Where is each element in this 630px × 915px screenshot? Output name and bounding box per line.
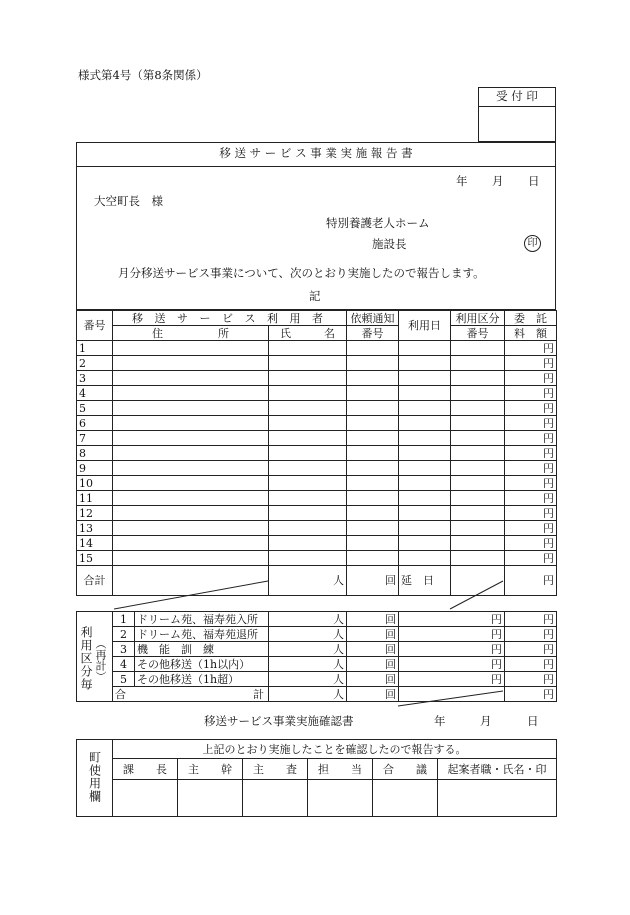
row-number: 10 [77, 476, 113, 491]
breakdown-total-person: 人 [269, 687, 347, 702]
row-number: 2 [77, 356, 113, 371]
row-fee[interactable]: 円 [505, 536, 557, 551]
total-times: 回 [347, 566, 399, 596]
confirm-title: 移送サービス事業実施確認書 [204, 714, 354, 728]
total-yen: 円 [505, 566, 557, 596]
col-number-header: 番号 [77, 311, 113, 341]
breakdown-times: 回 [347, 672, 399, 687]
date-day: 日 [528, 174, 540, 188]
approver-column-header: 合 議 [373, 759, 438, 780]
row-number: 1 [77, 341, 113, 356]
total-label: 合計 [77, 566, 113, 596]
breakdown-vertical-label: 利用区分毎 [79, 626, 93, 691]
col-use-date-header: 利用日 [399, 311, 451, 341]
breakdown-times: 回 [347, 627, 399, 642]
stamp-cell-4 [308, 780, 373, 817]
breakdown-no: 1 [113, 612, 135, 627]
breakdown-no: 5 [113, 672, 135, 687]
breakdown-person: 人 [269, 627, 347, 642]
ki-mark: 記 [309, 289, 321, 303]
breakdown-times: 回 [347, 642, 399, 657]
stamp-cell-1 [113, 780, 178, 817]
breakdown-label: その他移送（1h超） [135, 672, 269, 687]
breakdown-yen: 円 [505, 612, 557, 627]
stamp-cell-6 [438, 780, 557, 817]
row-fee[interactable]: 円 [505, 551, 557, 566]
breakdown-person: 人 [269, 642, 347, 657]
row-fee[interactable]: 円 [505, 356, 557, 371]
reception-stamp-label: 受 付 印 [496, 89, 538, 103]
breakdown-yen-sub: 円 [399, 627, 505, 642]
confirm-statement: 上記のとおり実施したことを確認したので報告する。 [113, 740, 557, 759]
breakdown-yen: 円 [505, 672, 557, 687]
row-fee[interactable]: 円 [505, 521, 557, 536]
row-fee[interactable]: 円 [505, 386, 557, 401]
breakdown-sub-label: （再計） [94, 638, 107, 682]
col-category-header-2: 番号 [451, 326, 505, 341]
breakdown-yen: 円 [505, 627, 557, 642]
row-fee[interactable]: 円 [505, 506, 557, 521]
confirm-day: 日 [527, 714, 539, 728]
row-number: 13 [77, 521, 113, 536]
row-number: 12 [77, 506, 113, 521]
approver-column-header: 担 当 [308, 759, 373, 780]
breakdown-total-yen: 円 [505, 687, 557, 702]
breakdown-person: 人 [269, 657, 347, 672]
approver-column-header: 起案者職・氏名・印 [438, 759, 557, 780]
breakdown-total-diagonal [398, 691, 503, 706]
addressee: 大空町長 様 [94, 194, 163, 208]
col-user-header: 移 送 サ ー ビ ス 利 用 者 [113, 311, 347, 326]
total-person: 人 [269, 566, 347, 596]
row-number: 11 [77, 491, 113, 506]
breakdown-label: ドリーム苑、福寿苑退所 [135, 627, 269, 642]
breakdown-yen-sub: 円 [399, 657, 505, 672]
breakdown-yen: 円 [505, 657, 557, 672]
col-fee-header-2: 料 額 [505, 326, 557, 341]
breakdown-total-right: 計 [253, 687, 264, 701]
breakdown-total-left: 合 [115, 687, 126, 701]
col-address-header: 住 所 [113, 326, 269, 341]
col-notice-header-2: 番号 [347, 326, 399, 341]
row-fee[interactable]: 円 [505, 416, 557, 431]
row-fee[interactable]: 円 [505, 431, 557, 446]
row-number: 4 [77, 386, 113, 401]
report-title: 移 送 サ ー ビ ス 事 業 実 施 報 告 書 [219, 146, 413, 160]
report-sentence: 月分移送サービス事業について、次のとおり実施したので報告します。 [118, 266, 485, 280]
row-fee[interactable]: 円 [505, 371, 557, 386]
breakdown-times: 回 [347, 657, 399, 672]
stamp-cell-5 [373, 780, 438, 817]
confirm-table [76, 739, 557, 817]
row-number: 5 [77, 401, 113, 416]
approver-column-header: 主 幹 [178, 759, 243, 780]
confirm-year: 年 [434, 714, 446, 728]
total-address-diagonal [114, 581, 268, 609]
col-fee-header-1: 委 託 [505, 311, 557, 326]
facility-name: 特別養護老人ホーム [326, 216, 430, 230]
form-number-label: 様式第4号（第8条関係） [78, 68, 208, 82]
row-fee[interactable]: 円 [505, 446, 557, 461]
breakdown-label: ドリーム苑、福寿苑入所 [135, 612, 269, 627]
row-number: 8 [77, 446, 113, 461]
row-number: 15 [77, 551, 113, 566]
breakdown-yen-sub: 円 [399, 612, 505, 627]
town-use-label: 町使用欄 [87, 750, 102, 803]
breakdown-person: 人 [269, 672, 347, 687]
breakdown-yen-sub: 円 [399, 642, 505, 657]
col-notice-header-1: 依頼通知 [347, 311, 399, 326]
col-category-header-1: 利用区分 [451, 311, 505, 326]
seal-mark: 印 [524, 235, 541, 252]
row-fee[interactable]: 円 [505, 401, 557, 416]
breakdown-times: 回 [347, 612, 399, 627]
date-year: 年 [456, 174, 468, 188]
row-fee[interactable]: 円 [505, 461, 557, 476]
town-use-cell [77, 740, 113, 817]
row-number: 7 [77, 431, 113, 446]
row-fee[interactable]: 円 [505, 476, 557, 491]
stamp-cell-3 [243, 780, 308, 817]
confirm-month: 月 [480, 714, 492, 728]
breakdown-no: 2 [113, 627, 135, 642]
approver-column-header: 課 長 [113, 759, 178, 780]
breakdown-label: その他移送（1h以内） [135, 657, 269, 672]
stamp-cell-2 [178, 780, 243, 817]
breakdown-yen: 円 [505, 642, 557, 657]
total-days: 延 日 [399, 566, 451, 596]
breakdown-no: 4 [113, 657, 135, 672]
approver-column-header: 主 査 [243, 759, 308, 780]
breakdown-total-times: 回 [347, 687, 399, 702]
row-fee[interactable]: 円 [505, 341, 557, 356]
row-fee[interactable]: 円 [505, 491, 557, 506]
row-number: 3 [77, 371, 113, 386]
col-name-header: 氏 名 [269, 326, 347, 341]
row-number: 14 [77, 536, 113, 551]
breakdown-yen-sub: 円 [399, 672, 505, 687]
date-month: 月 [492, 174, 504, 188]
director-label: 施設長 [372, 237, 407, 251]
row-number: 9 [77, 461, 113, 476]
breakdown-label: 機 能 訓 練 [135, 642, 269, 657]
total-category-diagonal [450, 581, 503, 609]
breakdown-no: 3 [113, 642, 135, 657]
row-number: 6 [77, 416, 113, 431]
breakdown-person: 人 [269, 612, 347, 627]
